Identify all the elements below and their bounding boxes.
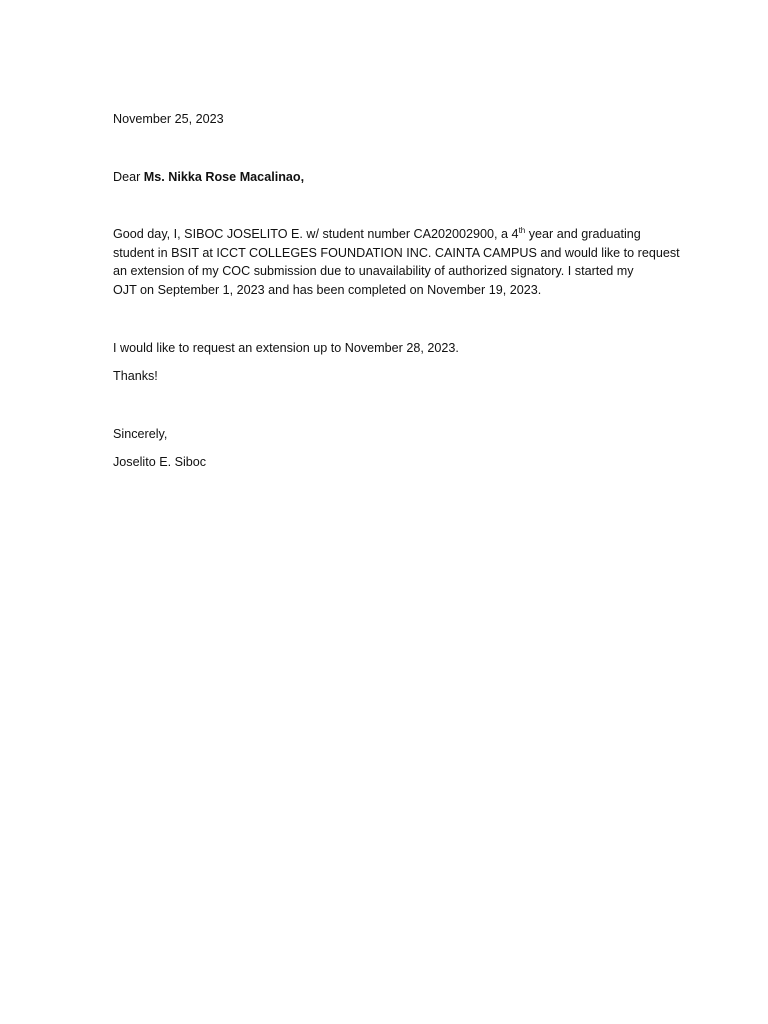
paragraph-line: student in BSIT at ICCT COLLEGES FOUNDATION INC. CAINTA CAMPUS and would like to request bbox=[113, 245, 680, 260]
closing-line: Sincerely, bbox=[113, 426, 168, 441]
paragraph-text: year and graduating bbox=[525, 227, 641, 242]
thanks-line: Thanks! bbox=[113, 369, 158, 384]
paragraph-line: an extension of my COC submission due to unavailability of authorized signatory. I started my bbox=[113, 264, 634, 279]
recipient-name: Ms. Nikka Rose Macalinao, bbox=[143, 169, 305, 184]
letter-date: November 25, 2023 bbox=[113, 112, 224, 126]
paragraph-line: OJT on September 1, 2023 and has been completed on November 19, 2023. bbox=[113, 282, 542, 297]
request-paragraph: I would like to request an extension up to November 28, 2023. bbox=[113, 340, 459, 355]
signature-name: Joselito E. Siboc bbox=[113, 455, 207, 470]
main-paragraph bbox=[113, 225, 680, 299]
letter-body bbox=[113, 110, 680, 472]
salutation bbox=[113, 168, 653, 187]
paragraph-text: Good day, I, SIBOC JOSELITO E. w/ student number CA202002900, a 4 bbox=[113, 227, 519, 242]
paragraph-line bbox=[113, 225, 653, 244]
salutation-prefix: Dear bbox=[113, 169, 144, 184]
ordinal-suffix: th bbox=[518, 226, 526, 236]
